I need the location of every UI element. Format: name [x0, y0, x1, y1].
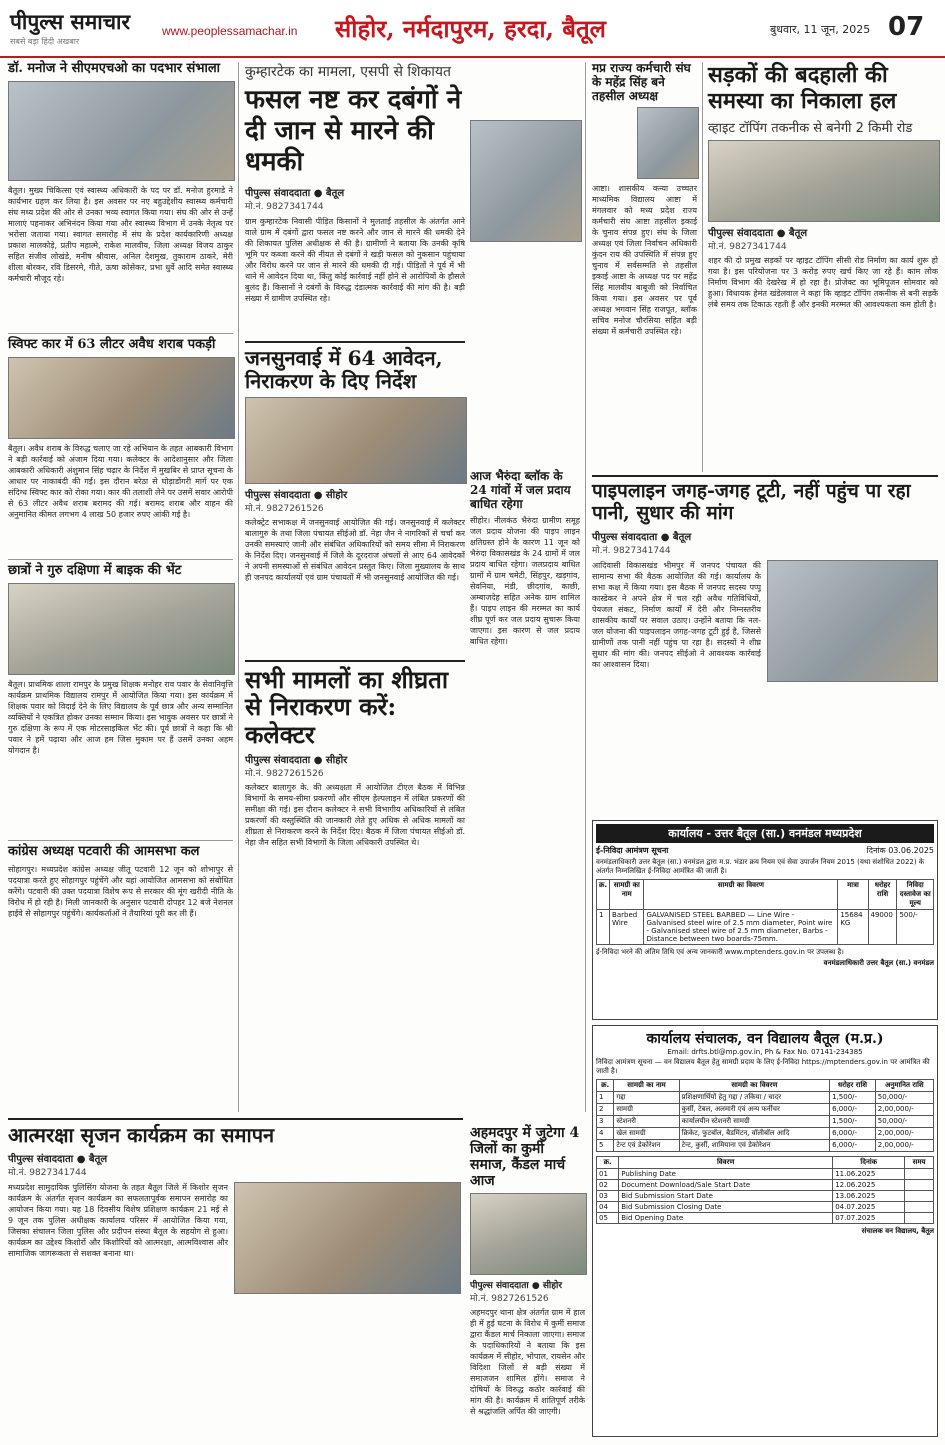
- tender-cell: 1: [597, 910, 610, 945]
- material-cell: 3: [597, 1116, 614, 1128]
- material-row: [597, 1116, 934, 1128]
- road-bhoomipujan-photo: [708, 140, 940, 222]
- material-cell: 2,00,000/-: [875, 1104, 933, 1116]
- notice-date: दिनांक 03.06.2025: [866, 846, 934, 855]
- schedule-header: दिनांक: [833, 1157, 905, 1169]
- schedule-cell: [905, 1191, 934, 1202]
- story-headline[interactable]: मप्र राज्य कर्मचारी संघ के महेंद्र सिंह बने तहसील अध्यक्ष: [592, 61, 691, 103]
- schedule-header: विवरण: [619, 1157, 833, 1169]
- self-defence-photo: [234, 1182, 461, 1294]
- schedule-row: [597, 1213, 934, 1224]
- column-divider: [702, 62, 703, 472]
- byline: पीपुल्स संवाददाता ● सीहोर: [245, 755, 348, 767]
- material-header: सामग्री का विवरण: [679, 1080, 829, 1092]
- schedule-row: [597, 1180, 934, 1191]
- newspaper-logo[interactable]: [10, 8, 155, 48]
- material-cell: 4: [597, 1128, 614, 1140]
- material-header: क्र.: [597, 1080, 614, 1092]
- portrait-photo: [637, 107, 699, 179]
- material-cell: खेल सामग्री: [614, 1128, 679, 1140]
- masthead-divider: [0, 56, 945, 58]
- schedule-cell: 05: [597, 1213, 619, 1224]
- tender-header: सामग्री का विवरण: [644, 880, 838, 910]
- mobile-number: मो.नं. 9827261526: [245, 503, 324, 514]
- schedule-cell: Bid Submission Start Date: [619, 1191, 833, 1202]
- tender-cell: 500/-: [897, 910, 934, 945]
- material-cell: 2: [597, 1104, 614, 1116]
- schedule-cell: 03: [597, 1191, 619, 1202]
- story-body: कलेक्ट्रेट सभाकक्ष में जनसुनवाई आयोजित की गई। जनसुनवाई में कलेक्टर बालागुरु के तथा जिला पंचायत सीईओ डॉ. नेहा जैन ने नागरिकों से चर्चा कर उनकी समस्याएं जानी और संबंधित अधिकारियों को समय सीमा में निराकरण के निर्देश दिए। जनसुनवाई में जिले के दूरदराज अंचलों से आए 64 आवेदकों ने अपनी समस्याओं से संबंधित आवेदन प्रस्तुत किए। जिला मुख्यालय के साथ ही जनपद कार्यालयों एवं ग्राम पंचायतों में भी जनसुनवाई आयोजित की गई।: [245, 517, 465, 582]
- story-headline[interactable]: अहमदपुर में जुटेगा 4 जिलों का कुर्मी समाज, कैंडल मार्च आज: [470, 1125, 580, 1190]
- material-row: [597, 1128, 934, 1140]
- notice-intro: निविदा आमंत्रण सूचना — वन विद्यालय बैतूल हेतु सामग्री प्रदाय के लिए ई-निविदा https://mptenders.gov.in पर आमंत्रित की जाती है।: [596, 1058, 930, 1075]
- material-cell: टेन्ट एवं डेकोरेशन: [614, 1140, 679, 1152]
- tender-header: धरोहर राशि: [868, 880, 897, 910]
- notice-footer: ई-निविदा भरने की अंतिम तिथि एवं अन्य जानकारी www.mptenders.gov.in पर उपलब्ध है।: [596, 948, 844, 956]
- schedule-row: [597, 1191, 934, 1202]
- story-body: मध्यप्रदेश सामुदायिक पुलिसिंग योजना के तहत बैतूल जिले में किशोर सृजन कार्यक्रम के अंतर्गत सृजन कार्यक्रम का सफलतापूर्वक समापन समारोह का आयोजन किया गया। यह 18 दिवसीय विशेष प्रशिक्षण कार्यक्रम 21 मई से 9 जून तक पुलिस अधीक्षक कार्यालय परिसर में आयोजित किया गया, जिसका संचालन जिला पुलिस और प्रदीपन संस्था बैतूल के सहयोग से हुआ। कार्यक्रम का उद्देश्य किशोरों और किशोरियों को आत्मरक्षा, आत्मविश्वास और सामाजिक जागरूकता से सशक्त बनाना था।: [8, 1183, 228, 1258]
- column-3-bottom: [470, 1125, 585, 1427]
- tender-table: [596, 879, 934, 945]
- tender-notice-forest-school: [592, 1025, 938, 1437]
- notice-title: ई-निविदा आमंत्रण सूचना: [596, 846, 669, 855]
- brand-tagline: सबसे बड़ा हिंदी अखबार: [10, 37, 80, 46]
- masthead: [0, 0, 945, 58]
- story-body: कलेक्टर बालागुरु के. की अध्यक्षता में आयोजित टीएल बैठक में विभिन्न विभागों के समय-सीमा प्रकरणों और सीएम हेल्पलाइन में लंबित प्रकरणों की समीक्षा की गई। इस दौरान कलेक्टर ने सभी विभागीय अधिकारियों से लंबित प्रकरणों की वस्तुस्थिति की जानकारी लेते हुए अधिक से अधिक मामलों का शीघ्रता से निराकरण करने के निर्देश दिए। बैठक में जिला पंचायत सीईओ डॉ. नेहा जैन सहित सभी विभागों के जिला अधिकारी उपस्थित थे।: [245, 783, 465, 848]
- material-header: सामग्री का नाम: [614, 1080, 679, 1092]
- byline: पीपुल्स संवाददाता ● बैतूल: [708, 227, 808, 239]
- tender-header: निविदा दस्तावेज का मूल्य: [897, 880, 934, 910]
- schedule-row: [597, 1169, 934, 1180]
- schedule-cell: [905, 1180, 934, 1191]
- mobile-number: मो.नं. 9827341744: [245, 201, 324, 212]
- schedule-cell: 11.06.2025: [833, 1169, 905, 1180]
- column-3-lower: [470, 470, 580, 855]
- tender-cell: 49000: [868, 910, 897, 945]
- story-body: आदिवासी विकासखंड भीमपुर में जनपद पंचायत की सामान्य सभा की बैठक आयोजित की गई। कार्यालय के सभा कक्ष में किया गया। इस बैठक में जनपद सदस्य पप्पू कास्डेकर ने अपने क्षेत्र में चल रही अवैध गतिविधियों, पेयजल संकट, निर्माण कार्यों में देरी और निम्नस्तरीय शासकीय कार्यों पर सवाल उठाए। उन्होंने बताया कि नल-जल योजना की पाइपलाइन जगह-जगह टूटी हुई है, जिससे ग्रामीणों तक पानी नहीं पहुंच पा रहा है। सदस्यों ने शीघ्र सुधार की मांग की। जनपद सीईओ ने आवश्यक कार्रवाई का आश्वासन दिया।: [592, 560, 761, 669]
- material-cell: 1: [597, 1092, 614, 1104]
- story-body: बैतूल। प्राथमिक शाला रामपुर के प्रमुख शिक्षक मनोहर राव पवार के सेवानिवृत्ति कार्यक्रम प्राथमिक विद्यालय रामपुर में आयोजित किया गया। इस कार्यक्रम में शिक्षक पवार को विदाई देने के लिए विद्यालय के पूर्व छात्र और अन्य सम्मानित व्यक्तियों ने एकत्रित होकर उनका सम्मान किया। इस भावुक अवसर पर छात्रों ने गुरु दक्षिणा के रूप में एक मोटरसाइकिल भेंट की। पूर्व छात्रों ने कहा कि श्री पवार ने हमें पढ़ाया और आज हम जिस मुकाम पर हैं उसमें उनका अहम योगदान है।: [8, 679, 233, 755]
- material-cell: 6,000/-: [830, 1104, 876, 1116]
- tender-row: [597, 910, 934, 945]
- column-3: [592, 62, 697, 483]
- schedule-cell: 02: [597, 1180, 619, 1191]
- material-cell: 50,000/-: [875, 1116, 933, 1128]
- bottom-left-story: [8, 1118, 463, 1422]
- schedule-cell: 01: [597, 1169, 619, 1180]
- column-2: [245, 62, 465, 937]
- schedule-cell: 12.06.2025: [833, 1180, 905, 1191]
- jansunwai-photo: [245, 397, 467, 484]
- byline: पीपुल्स संवाददाता ● बैतूल: [8, 1154, 108, 1165]
- story-subhead: व्हाइट टॉपिंग तकनीक से बनेगी 2 किमी रोड: [708, 120, 913, 136]
- schedule-header: क्र.: [597, 1157, 619, 1169]
- tender-header: सामग्री का नाम: [610, 880, 644, 910]
- story-body: ग्राम कुम्हारटेक निवासी पीड़ित किसानों ने मुलताई तहसील के अंतर्गत आने वाले ग्राम में दबंगों द्वारा फसल नष्ट करने और जान से मारने की धमकी देने की शिकायत पुलिस अधीक्षक से की है। ग्रामीणों ने बताया कि उनकी कृषि भूमि पर कब्जा करने की नीयत से दबंगों ने खड़ी फसल को नुकसान पहुंचाया और विरोध करने पर जान से मारने की धमकी दी गई। पीड़ितों ने पूर्व में भी थाने में आवेदन दिया था, किंतु कोई कार्रवाई नहीं होने से आरोपियों के हौसले बुलंद हैं। किसानों ने दबंगों के विरुद्ध दंडात्मक कार्रवाई की मांग की है। बड़ी संख्या में ग्रामीण उपस्थित रहे।: [245, 216, 465, 303]
- cmho-welcome-photo: [8, 81, 235, 181]
- schedule-cell: 04: [597, 1202, 619, 1213]
- tender-cell: Barbed Wire: [610, 910, 644, 945]
- material-cell: कुर्सी, टेबल, अलमारी एवं अन्य फर्नीचर: [679, 1104, 829, 1116]
- story-body: सीहोर। नीलकंठ भैरुंदा ग्रामीण समूह जल प्रदाय योजना की पाइप लाइन क्षतिग्रस्त होने के कारण 11 जून को भैरुंदा विकासखंड के 24 ग्रामों में जल प्रदाय बाधित रहेगा। जलप्रदाय बाधित ग्रामों में ग्राम चमेटी, सिंहपुर, खड़गांव, सेवनिया, मंडी, छीदगांव, काछी, अम्बाजदेह सहित अनेक ग्राम शामिल हैं। पाइप लाइन की मरम्मत का कार्य शीघ्र पूर्ण कर जल प्रदाय सुचारू किया जाएगा। इस कारण से जल प्रदाय बाधित रहेगा।: [470, 516, 580, 647]
- story-headline[interactable]: छात्रों ने गुरु दक्षिणा में बाइक की भेंट: [8, 559, 233, 579]
- material-table: [596, 1079, 934, 1152]
- issue-date: बुधवार, 11 जून, 2025: [770, 23, 871, 36]
- column-4: [708, 62, 938, 415]
- story-content: [592, 560, 938, 780]
- notice-signature: वनमंडलाधिकारी उत्तर बैतूल (सा.) वनमंडल: [823, 959, 934, 967]
- byline: पीपुल्स संवाददाता ● सीहोर: [470, 1281, 563, 1292]
- material-cell: 5: [597, 1140, 614, 1152]
- tender-notice-north-betul: [592, 820, 938, 1020]
- schedule-row: [597, 1202, 934, 1213]
- material-cell: 6,000/-: [830, 1140, 876, 1152]
- schedule-cell: [905, 1169, 934, 1180]
- material-row: [597, 1092, 934, 1104]
- byline: पीपुल्स संवाददाता ● सीहोर: [245, 489, 348, 501]
- notice-signature: संचालक वन विद्यालय, बैतूल: [861, 1227, 934, 1235]
- material-cell: कार्यालयीन स्टेशनरी सामग्री: [679, 1116, 829, 1128]
- farmers-complaint-photo: [470, 120, 582, 242]
- story-headline[interactable]: डॉ. मनोज ने सीएमएचओ का पदभार संभाला: [8, 61, 221, 76]
- material-cell: 1,500/-: [830, 1092, 876, 1104]
- story-body: सोहागपुर। मध्यप्रदेश कांग्रेस अध्यक्ष जीतू पटवारी 12 जून को शोभापुर से पदयात्रा करते हुए सोहागपुर पहुंचेंगे और यहां आयोजित आमसभा को संबोधित करेंगे। पटवारी की उक्त पदयात्रा विशेष रूप से सरकार की मूंग खरीदी नीति के विरोध में हो रही है। मिली जानकारी के अनुसार पटवारी दोपहर 12 बजे नेशनल हाईवे से सोहागपुर पहुंचेंगे। कार्यकर्ताओं ने तैयारियां पूरी कर ली हैं।: [8, 864, 233, 918]
- material-cell: 1,500/-: [830, 1116, 876, 1128]
- mobile-number: मो.नं. 9827341744: [592, 545, 671, 556]
- mobile-number: मो.नं. 9827261526: [470, 1294, 549, 1305]
- story-headline[interactable]: स्विफ्ट कार में 63 लीटर अवैध शराब पकड़ी: [8, 333, 233, 353]
- material-cell: प्रशिक्षणार्थियों हेतु गद्दा / तकिया / चादर: [679, 1092, 829, 1104]
- mobile-number: मो.नं. 9827341744: [8, 1168, 87, 1178]
- mobile-number: मो.नं. 9827261526: [245, 769, 324, 780]
- story-body: आष्टा। शासकीय कन्या उच्चतर माध्यमिक विद्यालय आष्टा में मंगलवार को मध्य प्रदेश राज्य कर्मचारी संघ आष्टा तहसील इकाई के चुनाव संपन्न हुए। संघ के जिला अध्यक्ष एवं जिला निर्वाचन अधिकारी कुंदन राय की उपस्थिति में संपन्न हुए चुनाव में सर्वसम्मति से तहसील इकाई आष्टा के अध्यक्ष पद पर महेंद्र सिंह मालवीय बाबूजी को निर्वाचित किया गया। इस अवसर पर पूर्व अध्यक्ष भगवान सिंह राजपूत, ब्लॉक सचिव मनोज चौरसिया सहित बड़ी संख्या में कर्मचारी उपस्थित रहे।: [592, 184, 697, 337]
- material-cell: क्रिकेट, फुटबॉल, बैडमिंटन, वॉलीबॉल आदि: [679, 1128, 829, 1140]
- column-divider: [238, 62, 239, 1112]
- story-content: [8, 1182, 463, 1422]
- material-cell: 6,000/-: [830, 1128, 876, 1140]
- story-headline[interactable]: सड़कों की बदहाली की समस्या का निकाला हल: [708, 62, 897, 115]
- story-headline[interactable]: कांग्रेस अध्यक्ष पटवारी की आमसभा कल: [8, 840, 233, 860]
- schedule-cell: [905, 1213, 934, 1224]
- mobile-number: मो.नं. 9827341744: [708, 241, 787, 252]
- material-cell: गद्दा: [614, 1092, 679, 1104]
- schedule-cell: 13.06.2025: [833, 1191, 905, 1202]
- story-body: अहमदपुर थाना क्षेत्र अंतर्गत ग्राम में हाल ही में हुई घटना के विरोध में कुर्मी समाज द्वारा कैंडल मार्च निकाला जाएगा। समाज के पदाधिकारियों ने बताया कि इस कार्यक्रम में सीहोर, भोपाल, रायसेन और विदिशा जिलों से बड़ी संख्या में समाजजन शामिल होंगे। समाज ने दोषियों के विरुद्ध कठोर कार्रवाई की मांग की है। कार्यक्रम में शांतिपूर्ण तरीके से श्रद्धांजलि अर्पित की जाएगी।: [470, 1308, 585, 1417]
- schedule-cell: Bid Submission Closing Date: [619, 1202, 833, 1213]
- schedule-cell: Publishing Date: [619, 1169, 833, 1180]
- page-number: 07: [888, 12, 925, 42]
- story-headline[interactable]: आत्मरक्षा सृजन कार्यक्रम का समापन: [8, 1123, 275, 1147]
- schedule-cell: 04.07.2025: [833, 1202, 905, 1213]
- notice-office: कार्यालय - उत्तर बैतूल (सा.) वनमंडल मध्यप्रदेश: [596, 824, 934, 843]
- schedule-header: समय: [905, 1157, 934, 1169]
- byline-block: [245, 185, 465, 212]
- byline: पीपुल्स संवाददाता ● बैतूल: [245, 187, 345, 199]
- material-header: अनुमानित राशि: [875, 1080, 933, 1092]
- material-cell: स्टेशनरी: [614, 1116, 679, 1128]
- story-body: बैतूल। मुख्य चिकित्सा एवं स्वास्थ्य अधिकारी के पद पर डॉ. मनोज हुरमाडे ने कार्यभार ग्रहण कर लिया है। इस अवसर पर नए बहुउद्देशीय स्वास्थ्य कर्मचारी संघ मध्य प्रदेश की ओर से उनका भव्य स्वागत किया गया। संघ की ओर से उन्हें मालाएं पहनाकर अभिनंदन किया गया और स्वास्थ्य विभाग में उनके नेतृत्व पर भरोसा जताया गया। स्वागत समारोह में संघ के प्रदेश कार्यकारिणी अध्यक्ष प्रकाश मालकोड़े, प्रतीप महात्मे, राकेश मालवीय, जिला अध्यक्ष विजय ठाकुर सहित संजीव लोखंडे, मनीष श्रीवास, अनिल देशमुख, तुकाराम ठाकरे, मेरी शीला बोरकर, रवि डिसरमे, गीते, ऊषा कोसेकर, प्रभा धुर्वे आदि समेत स्वास्थ्य कर्मचारी मौजूद रहे।: [8, 185, 233, 283]
- schedule-cell: Bid Opening Date: [619, 1213, 833, 1224]
- column-divider: [585, 62, 586, 1112]
- material-header: धरोहर राशि: [830, 1080, 876, 1092]
- material-cell: 2,00,000/-: [875, 1128, 933, 1140]
- notice-contact: Email: drfts.btl@mp.gov.in, Ph & Fax No. 07141-234385: [667, 1048, 863, 1056]
- tender-cell: 15684 KG: [838, 910, 868, 945]
- byline: पीपुल्स संवाददाता ● बैतूल: [592, 531, 692, 543]
- story-body: शहर की दो प्रमुख सड़कों पर व्हाइट टॉपिंग सीसी रोड निर्माण का कार्य शुरू हो गया है। इस परियोजना पर 3 करोड़ रुपए खर्च किए जा रहे हैं। काम लोक निर्माण विभाग की देखरेख में हो रहा है। प्रोजेक्ट का भूमिपूजन सोमवार को हुआ। विधायक हेमंत खंडेलवाल ने कहा कि व्हाइट टॉपिंग तकनीक से बनी सड़कें लंबे समय तक टिकाऊ रहती हैं और इनकी मरम्मत की आवश्यकता कम होती है।: [708, 255, 938, 309]
- material-row: [597, 1140, 934, 1152]
- story-body: बैतूल। अवैध शराब के विरुद्ध चलाए जा रहे अभियान के तहत आबकारी विभाग ने बड़ी कार्रवाई को अंजाम दिया गया। कलेक्टर के आदेशानुसार और जिला आबकारी अधिकारी अंशुमान सिंह चढ़ार के निर्देश में मुखबिर से प्राप्त सूचना के आधार पर नाकाबंदी की गई। इस दौरान बरेठा से घोड़ाडोंगरी मार्ग पर एक संदिग्ध स्विफ्ट कार को रोका गया। कार की तलाशी लेने पर उसमें सवार आरोपी से 63 लीटर अवैध शराब बरामद की गई। बरामद शराब और वाहन की अनुमानित कीमत लगभग 4 लाख 50 हजार रुपए आंकी गई है।: [8, 443, 233, 519]
- notice-office: कार्यालय संचालक, वन विद्यालय बैतूल (म.प्र.): [646, 1031, 884, 1047]
- region-title: सीहोर, नर्मदापुरम, हरदा, बैतूल: [335, 14, 606, 43]
- pipeline-story: [592, 475, 938, 780]
- material-cell: सामग्री: [614, 1104, 679, 1116]
- bike-gift-photo: [8, 583, 235, 675]
- column-1: [8, 62, 233, 1039]
- lead-headline[interactable]: फसल नष्ट कर दबंगों ने दी जान से मारने की धमकी: [245, 85, 462, 178]
- material-row: [597, 1104, 934, 1116]
- story-headline[interactable]: पाइपलाइन जगह-जगह टूटी, नहीं पहुंच पा रहा पानी, सुधार की मांग: [592, 480, 911, 524]
- website-link[interactable]: www.peoplessamachar.in: [162, 24, 298, 38]
- notice-intro: वनमंडलाधिकारी उत्तर बैतूल (सा.) वनमंडल द्वारा म.प्र. भंडार क्रय नियम एवं सेवा उपार्जन नियम 2015 (यथा संशोधित 2022) के अंतर्गत निम्नलिखित ई-निविदा आमंत्रित की जाती है।: [596, 858, 925, 875]
- janpad-meeting-photo: [767, 560, 938, 682]
- story-headline[interactable]: आज भैरुंदा ब्लॉक के 24 गांवों में जल प्रदाय बाधित रहेगा: [470, 469, 571, 511]
- tender-cell: GALVANISED STEEL BARBED — Line Wire - Galvanised steel wire of 2.5 mm diameter, Point wire - Galvanised steel wire of 2.5 mm diameter, Barbs - Distance between two boards-75mm.: [644, 910, 838, 945]
- schedule-cell: 07.07.2025: [833, 1213, 905, 1224]
- story-headline[interactable]: सभी मामलों का शीघ्रता से निराकरण करें: कलेक्टर: [245, 660, 465, 749]
- schedule-cell: Document Download/Sale Start Date: [619, 1180, 833, 1191]
- schedule-cell: [905, 1202, 934, 1213]
- liquor-seizure-photo: [8, 357, 235, 439]
- tender-header: मात्रा: [838, 880, 868, 910]
- material-cell: टेन्ट, कुर्सी, शामियाना एवं डेकोरेशन: [679, 1140, 829, 1152]
- schedule-table: [596, 1156, 934, 1224]
- material-cell: 2,00,000/-: [875, 1140, 933, 1152]
- kurmi-samaj-photo: [470, 1193, 587, 1275]
- story-kicker: कुम्हारटेक का मामला, एसपी से शिकायत: [245, 64, 452, 80]
- brand-name: पीपुल्स समाचार: [10, 9, 131, 34]
- material-cell: 50,000/-: [875, 1092, 933, 1104]
- story-headline[interactable]: जनसुनवाई में 64 आवेदन, निराकरण के दिए निर्देश: [245, 341, 465, 393]
- tender-header: क्र.: [597, 880, 610, 910]
